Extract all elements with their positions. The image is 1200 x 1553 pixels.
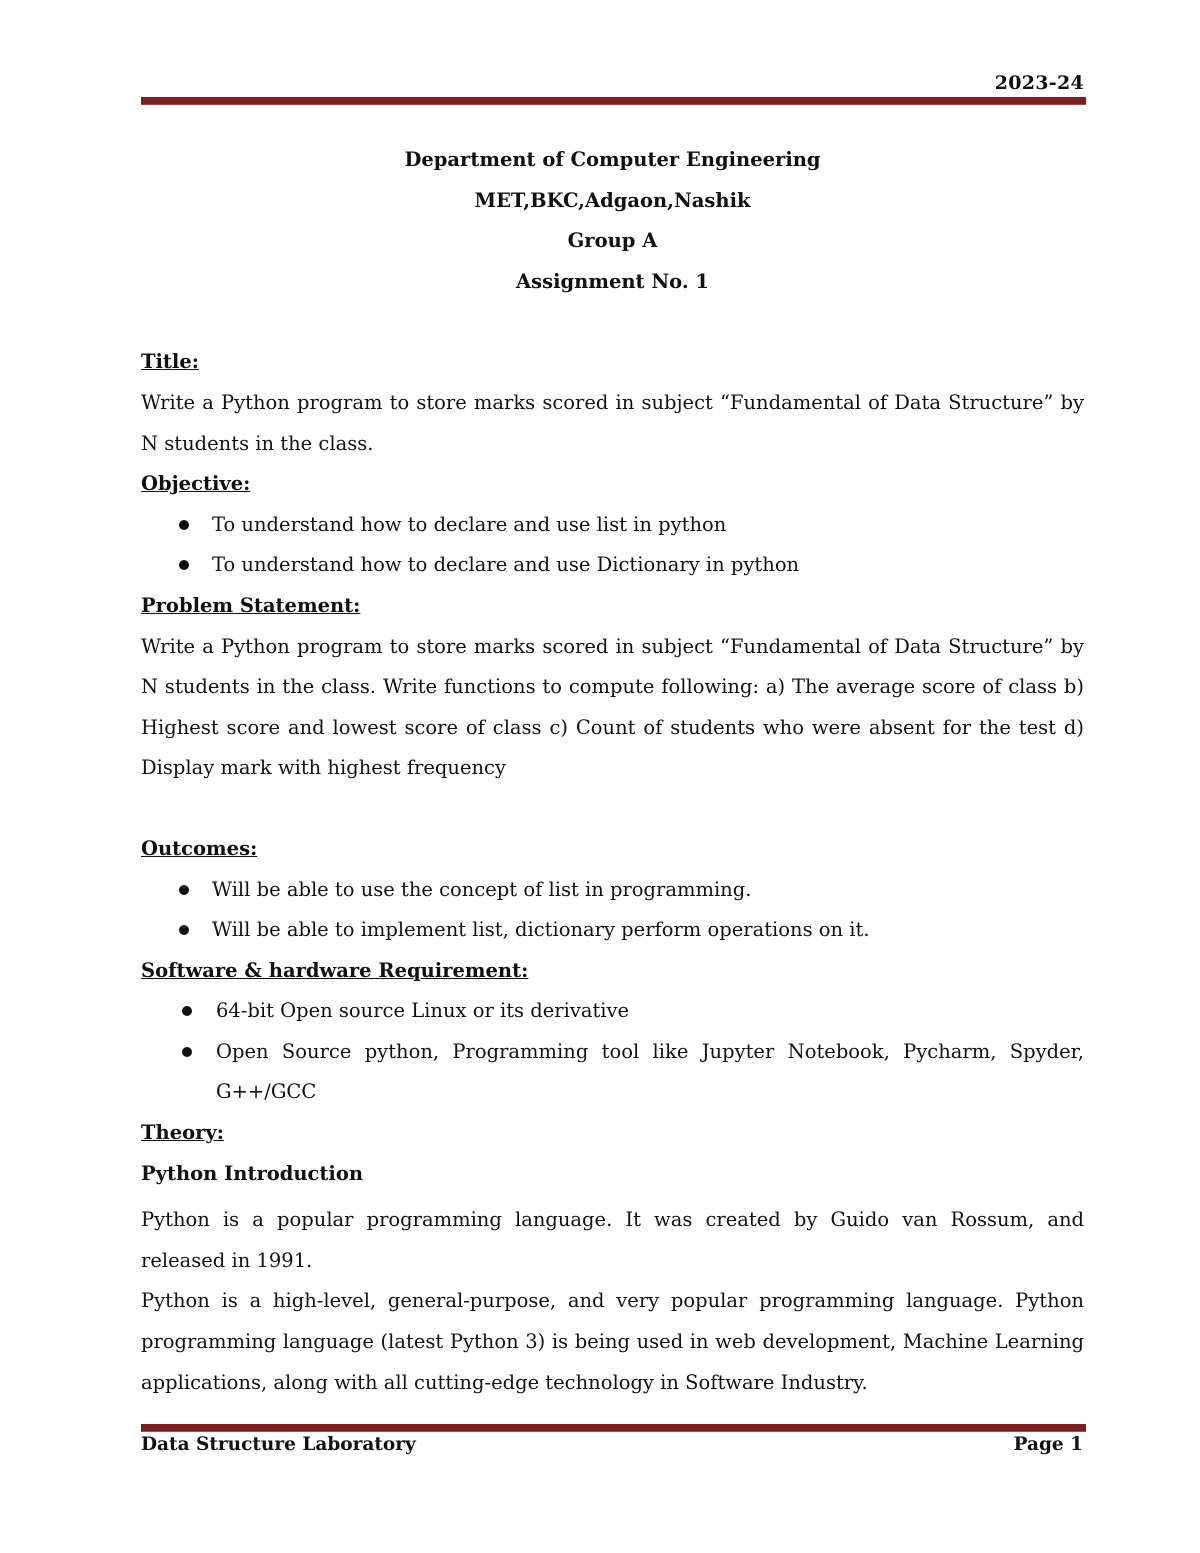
list-item (141, 505, 1084, 546)
requirement-item-text: Open Source python, Programming tool like Jupyter Notebook, Pycharm, Spyder, G++/GCC (216, 1039, 1084, 1104)
spacer (141, 789, 1084, 829)
assignment-number: Assignment No. 1 (516, 269, 709, 293)
bullet-icon (179, 925, 189, 935)
group-label: Group A (567, 229, 658, 253)
theory-paragraph-2: Python is a high-level, general-purpose, and very popular programming language. Python programming language (latest Python 3) is being used in web development, Machine Learning applications, along with all cutting-edge technology in Software Industry. (141, 1289, 1084, 1394)
problem-statement-text: Write a Python program to store marks scored in subject “Fundamental of Data Structure” by N students in the class. Write functions to compute following: a) The average score of class b) Highest score and lowest score of class c) Count of students who were absent for the test d) Display mark with highest frequency (141, 634, 1084, 780)
footer-rule (141, 1424, 1086, 1432)
outcomes-list (141, 870, 1084, 951)
objective-heading: Objective: (141, 472, 251, 496)
title-heading: Title: (141, 350, 199, 374)
header-year: 2023-24 (994, 72, 1084, 94)
title-text: Write a Python program to store marks scored in subject “Fundamental of Data Structure” by N students in the class. (141, 390, 1084, 455)
list-item (141, 991, 1084, 1032)
department-name: Department of Computer Engineering (404, 148, 821, 171)
objective-list (141, 505, 1084, 586)
bullet-icon (182, 1006, 192, 1016)
list-item (141, 870, 1084, 911)
bullet-icon (182, 1047, 192, 1057)
requirement-item-text: 64-bit Open source Linux or its derivative (216, 999, 630, 1023)
outcome-item-text: Will be able to use the concept of list in programming. (212, 877, 752, 901)
outcome-item-text: Will be able to implement list, dictionary perform operations on it. (212, 918, 870, 942)
header-rule (141, 97, 1086, 105)
footer-course-name: Data Structure Laboratory (141, 1434, 416, 1455)
requirements-heading: Software & hardware Requirement: (141, 958, 529, 982)
theory-heading: Theory: (141, 1121, 224, 1145)
bullet-icon (179, 560, 189, 570)
requirements-list (141, 991, 1084, 1113)
objective-item-text: To understand how to declare and use Dictionary in python (212, 553, 800, 577)
python-intro-heading: Python Introduction (141, 1161, 364, 1185)
institute-name: MET,BKC,Adgaon,Nashik (474, 188, 751, 212)
page-content (141, 140, 1084, 1403)
list-item (141, 1032, 1084, 1113)
list-item (141, 545, 1084, 586)
theory-paragraph-1: Python is a popular programming language. It was created by Guido van Rossum, and released in 1991. (141, 1208, 1084, 1272)
bullet-icon (179, 885, 189, 895)
bullet-icon (179, 520, 189, 530)
objective-item-text: To understand how to declare and use list in python (212, 512, 727, 536)
outcomes-heading: Outcomes: (141, 836, 258, 860)
problem-statement-heading: Problem Statement: (141, 593, 361, 617)
footer-page-number: Page 1 (1013, 1434, 1083, 1455)
list-item (141, 910, 1084, 951)
spacer (141, 302, 1084, 342)
